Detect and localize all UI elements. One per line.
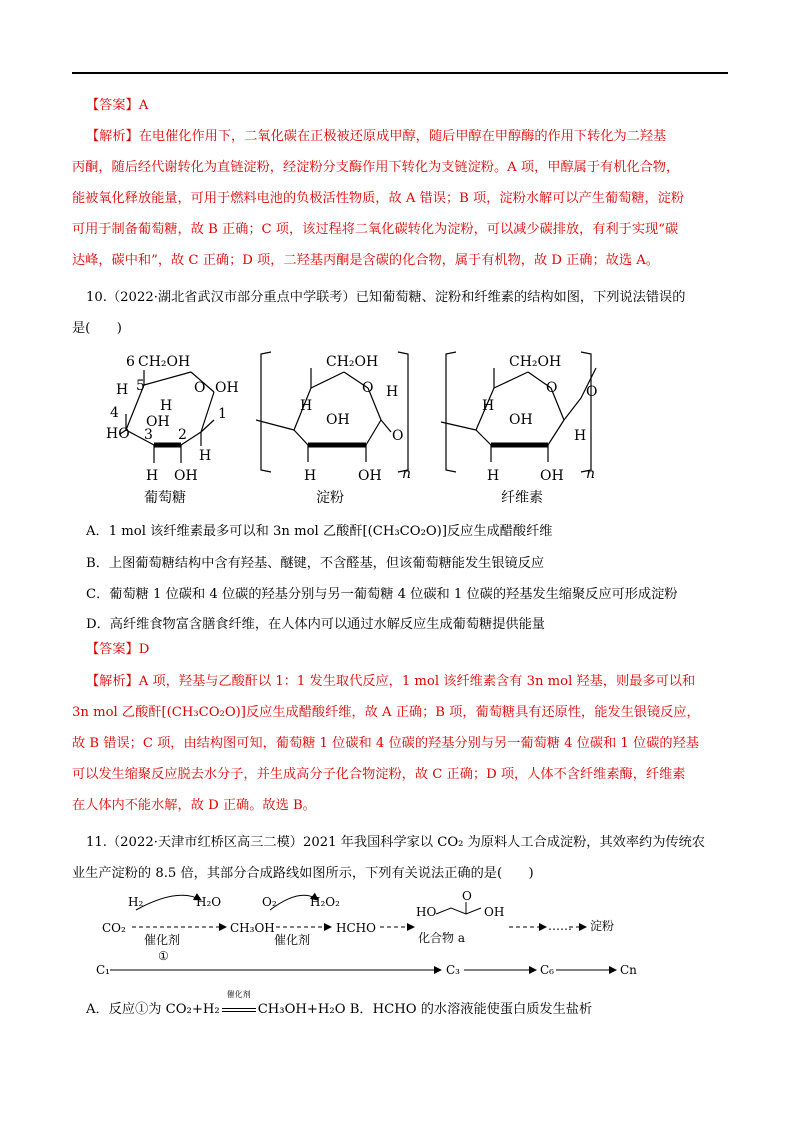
route-c1: C₁ <box>96 963 110 977</box>
svg-text:1: 1 <box>218 406 227 422</box>
route-h2o: H₂O <box>196 895 222 909</box>
svg-text:H: H <box>160 398 173 414</box>
route-c6: C₆ <box>540 963 554 977</box>
svg-text:H: H <box>487 468 500 484</box>
route-dots: …… <box>548 919 572 933</box>
svg-text:OH: OH <box>215 380 239 396</box>
starch-n: n <box>402 466 412 482</box>
glucose-label: 葡萄糖 <box>144 490 186 506</box>
cellulose-label: 纤维素 <box>501 490 543 506</box>
svg-text:O: O <box>362 380 374 396</box>
analysis-line: 丙酮，随后经代谢转化为直链淀粉，经淀粉分支酶作用下转化为支链淀粉。A 项，甲醇属于有机化合物， <box>72 160 680 175</box>
question-stem: 是( ) <box>72 321 122 336</box>
route-h2: H₂ <box>128 895 144 909</box>
svg-text:OH: OH <box>174 468 198 484</box>
question-stem: 11.（2022·天津市红桥区高三二模）2021 年我国科学家以 CO₂ 为原料人工合成淀粉，其效率约为传统农 <box>86 835 705 850</box>
svg-text:H: H <box>482 398 495 414</box>
svg-text:4: 4 <box>110 405 119 421</box>
reaction-arrow <box>220 990 258 1020</box>
question-stem: 业生产淀粉的 8.5 倍，其部分合成路线如图所示，下列有关说法正确的是( ) <box>72 866 534 881</box>
svg-text:OH: OH <box>146 414 170 430</box>
analysis-line: 3n mol 乙酸酐[(CH₃CO₂O)]反应生成醋酸纤维，故 A 正确；B 项，葡萄糖具有还原性，能发生银镜反应， <box>72 705 700 720</box>
route-starch: 淀粉 <box>590 919 615 933</box>
analysis-line: 【解析】在电催化作用下，二氧化碳在正极被还原成甲醇，随后甲醇在甲醇酶的作用下转化为二羟基 <box>86 129 667 144</box>
svg-text:5: 5 <box>136 378 145 394</box>
analysis-line: 在人体内不能水解，故 D 正确。故选 B。 <box>72 798 316 813</box>
svg-text:OH: OH <box>326 412 350 428</box>
analysis-line: 能被氧化释放能量，可用于燃料电池的负极活性物质，故 A 错误；B 项，淀粉水解可以产生葡萄糖，淀粉 <box>72 191 685 206</box>
svg-text:OH: OH <box>358 468 382 484</box>
route-catalyst-2: 催化剂 <box>274 933 311 947</box>
svg-text:OH: OH <box>509 412 533 428</box>
svg-text:2: 2 <box>178 427 187 443</box>
svg-text:H: H <box>146 468 159 484</box>
route-catalyst-1: 催化剂 <box>144 933 181 947</box>
route-oh: OH <box>484 905 505 919</box>
analysis-line: 故 B 错误；C 项，由结构图可知，葡萄糖 1 位碳和 4 位碳的羟基分别与另一葡萄糖 4 位碳和 1 位碳的羟基 <box>72 736 699 751</box>
svg-text:HO: HO <box>106 426 130 442</box>
route-o: O <box>462 889 472 903</box>
route-c3: C₃ <box>446 963 460 977</box>
analysis-line: 【解析】A 项，羟基与乙酸酐以 1：1 发生取代反应，1 mol 该纤维素含有 3n mol 羟基，则最多可以和 <box>86 674 696 689</box>
route-hcho: HCHO <box>336 921 376 935</box>
svg-text:H: H <box>116 382 129 398</box>
route-compound-a: 化合物 a <box>418 931 465 945</box>
route-cn: Cn <box>620 963 637 977</box>
option-b: B．上图葡萄糖结构中含有羟基、醚键，不含醛基，但该葡萄糖能发生银镜反应 <box>86 556 545 571</box>
route-o2: O₂ <box>262 895 277 909</box>
starch-label: 淀粉 <box>316 490 344 506</box>
answer-label: 【答案】D <box>86 642 150 657</box>
route-co2: CO₂ <box>102 921 126 935</box>
option-a: A．1 mol 该纤维素最多可以和 3n mol 乙酸酐[(CH₃CO₂O)]反应生成醋酸纤维 <box>86 524 553 539</box>
q11-option-b: B．HCHO 的水溶液能使蛋白质发生盐析 <box>349 1002 593 1017</box>
q11-option-a-post: CH₃OH+H₂O <box>257 1002 346 1017</box>
analysis-line: 可用于制备葡萄糖，故 B 正确；C 项，该过程将二氧化碳转化为淀粉，可以减少碳排放，有利于实现“碳 <box>72 222 679 237</box>
route-ch3oh: CH₃OH <box>230 921 275 935</box>
svg-text:O: O <box>194 380 206 396</box>
top-rule <box>72 72 728 74</box>
route-step-1: ① <box>158 949 169 963</box>
question-stem: 10.（2022·湖北省武汉市部分重点中学联考）已知葡萄糖、淀粉和纤维素的结构如图，下列说法错误的 <box>86 290 686 305</box>
cellulose-ch2oh: CH₂OH <box>509 354 562 370</box>
glucose-ch2oh: CH₂OH <box>138 354 191 370</box>
svg-text:H: H <box>199 448 212 464</box>
analysis-line: 达峰，碳中和”，故 C 正确；D 项，二羟基丙酮是含碳的化合物，属于有机物，故 D 正确；故选 A。 <box>72 253 659 268</box>
svg-text:O: O <box>586 384 598 400</box>
synthesis-route-figure <box>96 882 736 994</box>
svg-text:H: H <box>300 398 313 414</box>
svg-text:O: O <box>546 380 558 396</box>
analysis-line: 可以发生缩聚反应脱去水分子，并生成高分子化合物淀粉，故 C 正确；D 项，人体不含纤维素酶，纤维素 <box>72 767 686 782</box>
svg-text:OH: OH <box>540 468 564 484</box>
cellulose-n: n <box>586 466 596 482</box>
q11-options-line <box>86 990 742 1020</box>
option-c: C．葡萄糖 1 位碳和 4 位碳的羟基分别与另一葡萄糖 4 位碳和 1 位碳的羟基发生缩聚反应可形成淀粉 <box>86 587 678 602</box>
route-h2o2: H₂O₂ <box>310 895 340 909</box>
q11-option-a-pre: A．反应①为 CO₂+H₂ <box>86 1002 220 1017</box>
sugar-structures-figure <box>96 340 656 512</box>
svg-text:3: 3 <box>144 427 153 443</box>
svg-text:H: H <box>574 428 587 444</box>
svg-text:H: H <box>386 384 399 400</box>
glucose-c6-number: 6 <box>126 354 135 370</box>
route-ho: HO <box>416 905 437 919</box>
answer-label: 【答案】A <box>86 98 149 113</box>
option-d: D．高纤维食物富含膳食纤维，在人体内可以通过水解反应生成葡萄糖提供能量 <box>86 617 545 632</box>
svg-text:O: O <box>392 428 404 444</box>
starch-ch2oh: CH₂OH <box>326 354 379 370</box>
svg-text:H: H <box>304 468 317 484</box>
reaction-catalyst-label: 催化剂 <box>226 990 251 999</box>
